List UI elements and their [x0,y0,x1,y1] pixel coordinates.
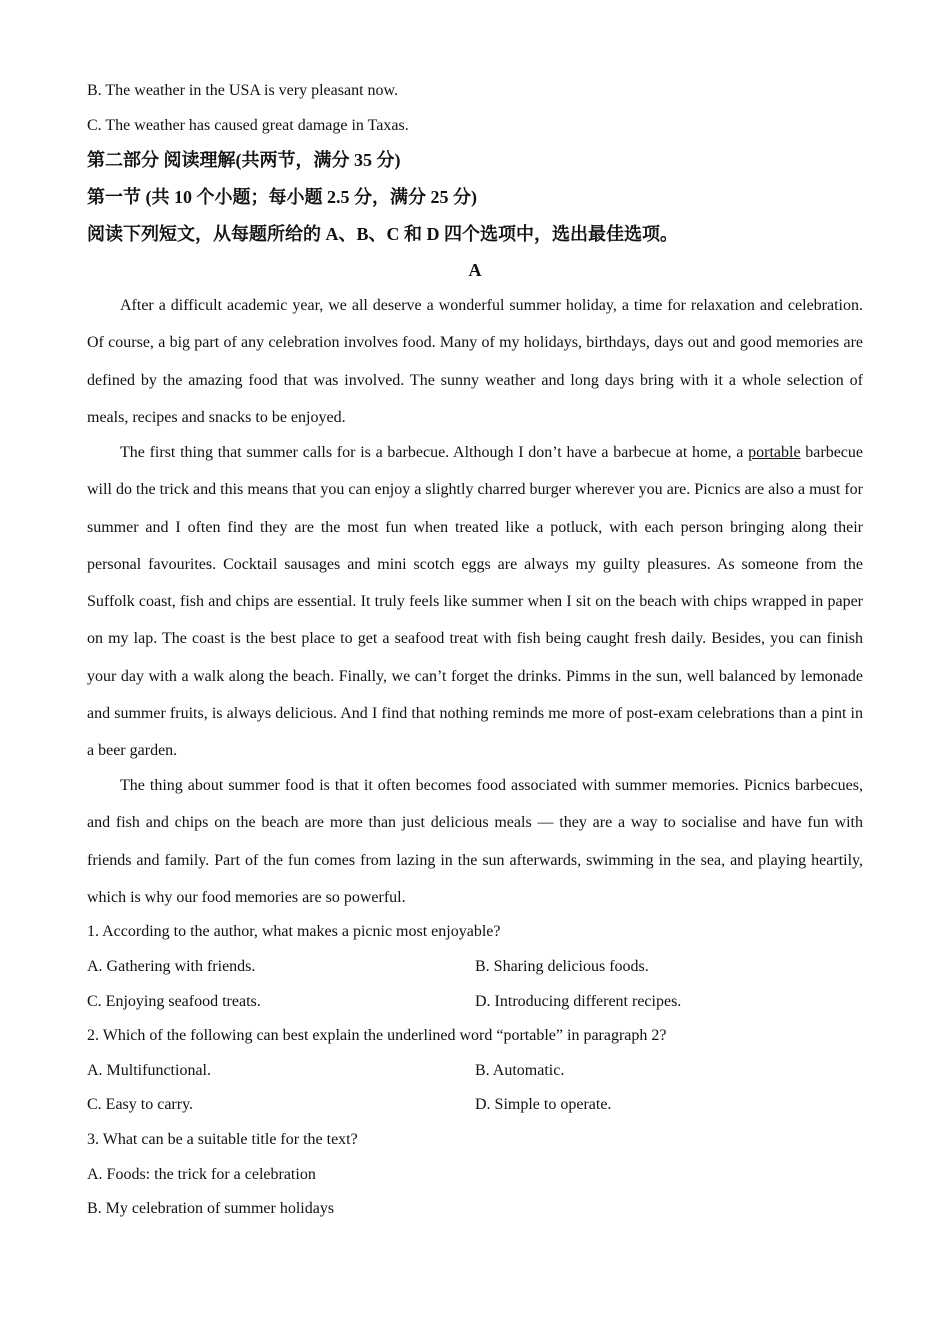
question-1-option-c: C. Enjoying seafood treats. [87,993,261,1010]
paragraph-1: After a difficult academic year, we all deserve a wonderful summer holiday, a time for relaxation and celebration. Of course, a big part of any celebration involves food. Many of my holidays, birthdays, days out and good memories are defined by the amazing food that was involved. The sunny weather and long days bring with it a whole selection of meals, recipes and snacks to be enjoyed. [87,297,863,426]
question-2-stem: 2. Which of the following can best explain the underlined word “portable” in paragraph 2? [87,1027,667,1044]
question-1-stem: 1. According to the author, what makes a picnic most enjoyable? [87,923,501,940]
prev-option-c: C. The weather has caused great damage in Taxas. [87,117,409,134]
part-title: 第二部分 阅读理解(共两节，满分 35 分) [87,150,401,170]
question-3-stem: 3. What can be a suitable title for the text? [87,1131,358,1148]
paragraph-2-rest: barbecue will do the trick and this means that you can enjoy a slightly charred burger wherever you are. Picnics are also a must for summer and I often find they are the most fun when treated like a potluck, with each person bringing along their personal favourites. Cocktail sausages and mini scotch eggs are always my guilty pleasures. As someone from the Suffolk coast, fish and chips are essential. It truly feels like summer when I sit on the beach with chips wrapped in paper on my lap. The coast is the best place to get a seafood treat with fish being caught fresh daily. Besides, you can finish your day with a walk along the beach. Finally, we can’t forget the drinks. Pimms in the sun, well balanced by lemonade and summer fruits, is always delicious. And I find that nothing reminds me more of post-exam celebrations than a pint in a beer garden. [87,444,864,760]
question-1-option-d: D. Introducing different recipes. [475,993,682,1010]
question-1-option-b: B. Sharing delicious foods. [475,958,649,975]
question-3-option-a: A. Foods: the trick for a celebration [87,1166,316,1183]
question-2-option-c: C. Easy to carry. [87,1096,194,1113]
underlined-word: portable [748,444,801,461]
question-3-option-b: B. My celebration of summer holidays [87,1200,335,1217]
question-1-option-a: A. Gathering with friends. [87,958,256,975]
paragraph-3: The thing about summer food is that it often becomes food associated with summer memories. Picnics barbecues, and fish and chips on the beach are more than just delicious meals — they are a way to socialise and have fun with friends and family. Part of the fun comes from lazing in the sun afterwards, swimming in the sea, and playing heartily, which is why our food memories are so powerful. [87,777,863,906]
paragraph-2 [87,434,863,770]
question-2-option-d: D. Simple to operate. [475,1096,612,1113]
passage-label: A [468,260,482,280]
question-2-option-b: B. Automatic. [475,1062,565,1079]
question-2-option-a: A. Multifunctional. [87,1062,211,1079]
prev-option-b: B. The weather in the USA is very pleasant now. [87,82,399,99]
section-title: 第一节 (共 10 个小题；每小题 2.5 分，满分 25 分) [87,187,477,207]
paragraph-2-start: The first thing that summer calls for is a barbecue. Although I don’t have a barbecue at home, a [120,444,749,461]
instruction: 阅读下列短文，从每题所给的 A、B、C 和 D 四个选项中，选出最佳选项。 [87,224,678,244]
